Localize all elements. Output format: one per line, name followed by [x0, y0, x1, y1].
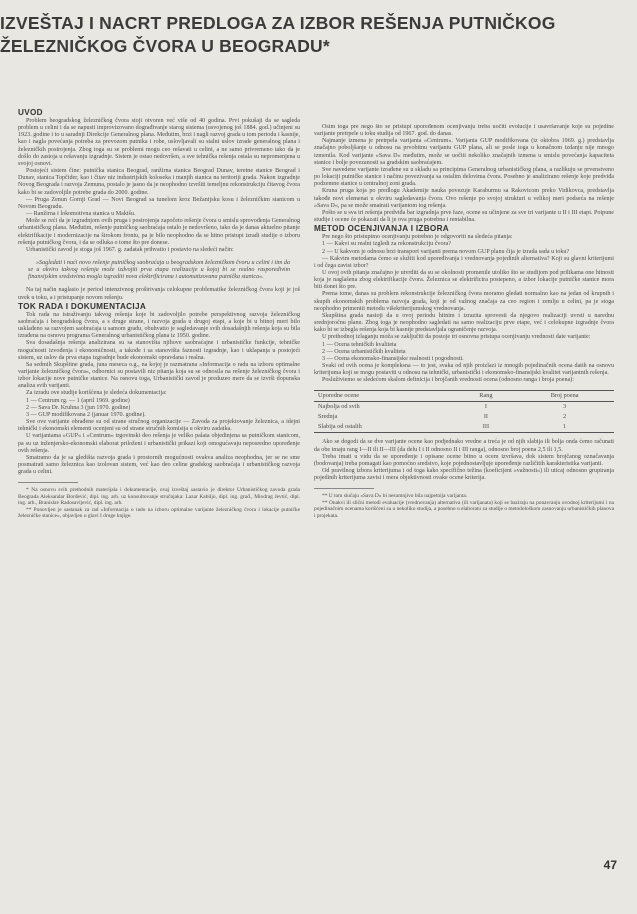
list-item: 2 — Sava Dr. Kruhna 3 (jun 1970. godine): [26, 404, 131, 411]
footnote: ** U tom slučaju »Sava D« bi nesumnjivo bila najpetnija varijanta.: [322, 493, 468, 500]
list-item: 1 — Centrum rg. — 1 (april 1969. godine): [26, 397, 130, 404]
paragraph: Kruna pruga koja po predlogu Akademije nauka povezuje Karaburmu sa Rakovicom preko Vidikovca, predstavlja takođe novi elemenat u okviru sagledavanja čvora. Ovo rešenje po svojoj strukturi u velikoj meri podseća na rešenje »Sava D«, pa se može smatrati varijantom tog rešenja.: [314, 188, 614, 209]
paragraph: Postojeći sistem čine: putnička stanica Beograd, ranžirna stanica Beograd Dunav, teretne stanice Beograd i Dunav, stanica Topčider, kao i čitav niz industrijskih koloseka i manjih stanica na teritoriji grada. Nakon izgradnje Novog Beograda i razvoja Zemuna, postalo je jasno da je neophodno izvršiti temeljnu rekonstrukciju čitavog čvora kako bi se zadovoljile potrebe grada do 2000. godine.: [18, 168, 300, 196]
paragraph: Problem beogradskog železničkog čvora stoji otvoren već više od 40 godina. Prvi pokušaji da se sagleda problem u celini i da se napusti improvizovano dograđivanje starog sistema (usvojenog još 1884. god.) učinjeni su 1923. godine i to u saradnji Direkcije Generalnog plana. Međutim, brzi i nagli razvoj grada u tom periodu i kasnije, kao i nagla povećanja potreba za prevozom putnika i robe, uslovljavali su stalni uslov izrade generalnog plana i železničkih postrojenja. Zbog toga su se problemi mogu ceo rešavati u celini, a ne samo privremeno tako da je došlo do zastoja u rešavanju izgradnje. Sistem je ostao nedovršen, a sve tehnička rešenja ostala su nepromenjena u svojoj osnovi.: [18, 118, 300, 167]
article-title: [0, 12, 560, 58]
paragraph: Ako se dogodi da se dve varijante ocene kao podjednako vredne a treća je od njih slabija ili bolja onda ćemo računati da obe imaju rang I—II ili II—III (da delu I i II odnosno II i III ranga), odnosno broj poena 2,5 ili 1,5.: [314, 439, 614, 453]
table-row: [314, 412, 614, 422]
column-header: Rang: [479, 392, 493, 400]
column-header: Broj poena: [550, 392, 579, 400]
paragraph: Posluživiemo se sledećom skalom definicija i brojčanih vrednosti ocena (odnosno ranga i broja poena):: [322, 377, 574, 384]
article-title-line-1: IZVEŠTAJ I NACRT PREDLOGA ZA IZBOR REŠENJA PUTNIČKOG: [0, 13, 556, 33]
paragraph: U varijantama »GUP« i »Centrum« trgovinski deo rešenja je veliko palata objedinjena sa putničkom stanicom, pa su uz inženjersko-ekonomski elaborat priloženi i urbanistički prikazi koji omogućavaju neposredno upoređenje ovih rešenja.: [18, 433, 300, 454]
list-item: 1 — Ocena tehničkih kvaliteta: [322, 341, 397, 348]
footnote: ** Onakvi ili slični metodi evaluacije (vrednovanja) alternativa (ili varijanata) koji se baziraju na ponavranju uvodnoj kriterijumi i na pojedinačnim ocenama korišćeni su u nekoliko studija, a posebno u elaboratu za studije o metodološkom zasnovanju urbanističkih planova i projekata.: [314, 499, 614, 519]
paragraph: — Kakvim metodama ćemo se služiti kod upoređivanja i vrednovanja pojedinih alternativa? Koji su glavni kriterijumi i od čega zavisi izbor?: [314, 255, 614, 269]
column-header: Uporedne ocene: [318, 392, 360, 400]
paragraph: Sva dosadašnja rešenja analizirana su sa stanovišta njihove saobraćajne i urbanističke funkcije, tehničke mogućnosti izvođenja i ekonomičnosti, a takođe i sa stanovišta faznosti izgradnje, kao i uklapanja u postojeći sistem, uz uslov da prva etapa izgradnje bude ekonomski opravdana i realna.: [18, 340, 300, 361]
table-cell: 2: [563, 413, 567, 421]
paragraph: Smatramo da je sa gledišta razvoja grada i prostornih mogućnosti ovakva analiza neophodna, jer se ne sme posmatrati samo železnica kao izolovan sistem, već kao deo celine gradskog saobraćaja i urbanističkog razvoja grada u celini.: [18, 454, 300, 476]
page-number: 47: [603, 858, 617, 872]
list-item: 3 — Ocena ekonomsko-finansijske realnosti i pogodnosti.: [322, 355, 464, 362]
paragraph: Za izradu ove studije korišćena je sledeća dokumentacija:: [26, 390, 167, 397]
table-cell: 1: [563, 423, 567, 431]
table-cell: Slabija od ostalih: [318, 423, 362, 431]
table-header-row: [314, 391, 614, 402]
paragraph: — Ranžirna i lokomotivna stanica u Makišu.: [26, 211, 136, 218]
paragraph: Tok rada na istraživanju takvog rešenja koje bi zadovoljilo potrebe perspektivnog razvoja železničkog saobraćaja i beogradskog čvora, a s druge strane, i razvoja grada u drugoj etapi, a koje bi u bitnoj meri bilo usklađeno sa razvojem saobraćaja u samom gradu, obuhvatio je sagledavanje svih dosadašnjih rešenja koja su bila izrađena na osnovu programa Generalnog urbanističkog plana iz 1950. godine.: [18, 311, 300, 340]
list-item: 2 — Ocena urbanističkih kvaliteta: [322, 348, 406, 355]
paragraph: Treba imati u vidu da se upoređenje i opisane ocene bitno u ocem izvršava, dok sistem brojčanog označavanja (bodovanja) treba pomagati kao pomoćno sredstvo, koje pojednostavljuje upoređenje različitih karakteristika varijanti.: [314, 453, 614, 467]
paragraph: Sa sedmih Skupštine grada, juna meseca o.g., na kojoj je razmatrana »Informacija o radu na izboru optimalne varijante železničkog čvora«, odbornici su postavili niz pitanja koja su se odnosila na rešenje železničkog čvora i izbor lokacije nove putničke stanice. Na osnovu toga, Urbanistički zavod je preduzeo mere da se izvrši dopunska analiza svih varijanti.: [18, 361, 300, 390]
section-heading-uvod: UVOD: [18, 108, 43, 117]
right-column: [314, 124, 614, 914]
table-cell: II: [483, 413, 489, 421]
section-heading-metod: METOD OCENJIVANJA I IZBORA: [314, 224, 450, 234]
paragraph: Od pravilnog izbora kriterijuma i od toga kako specifično težina (koeficijent »važnosti«) ili uticaj odnosno grupiranja pojedinih kriterijuma zavisi i mera objektivnosti ovake ocene kriterija.: [314, 468, 614, 482]
paragraph: U ovoj ovih pitanja značajno je utvrditi da su se okolnosti promenile utoliko što se studijom pod prilikama one hitnosti koja je naglašena zbog elektrifikacije čvora. Železnica se elektrificira postepeno, a izbor lokacije putničke stanice mora biti donet što pre.: [314, 269, 614, 291]
table-row: [314, 422, 614, 433]
paragraph: Skupština grada nastoji da u ovoj periodu hitnim i izrazita sprovesti da njegovo realizaciji uvrsti u narednu srednjoročnu planu. Zbog toga je neophodno sagledati na samo realizaciju prve etape, već i celokupne izgradnje čvora kako bi se izbegla rešenja koja bi kasnije predstavljala ograničenje razvoja.: [314, 312, 614, 334]
footnote-divider: [314, 488, 374, 489]
footnote: ** Ponovljen je sastanak za rad »Informacija o radu na izboru optimalne varijante železničkog čvora i lokacije putničke železničke stanice«, objavljen u glavi I druge knjige.: [18, 506, 300, 519]
paragraph: Prema tome, danas su problem rekonstrukcije železničkog čvora moramo gledati normalno kao na jedan od krupnih i skupih ekonomskih problema razvoja grada, koji je od važnog značaja za ceo region i zemlju u celini, pa je stoga neophodno primeniti metodu višekriterijumskog vrednovanja.: [314, 291, 614, 312]
paragraph: Može se reći da je izgradnjom ovih pruga i postrojenja započeto rešenje čvora u smislu sprovođenja Generalnog urbanističkog plana. Međutim, rešenje putničkog saobraćaja ostalo je nedovršeno, tako da je danas aktuelno pitanje elektrifikacije i modernizacije na širokom frontu, pa je bilo neophodno da se hitno pristupi izradi studije o izboru rešenja putničkog čvora, i da se odluka o tome što pre donese.: [18, 218, 300, 246]
rank-points-table: [314, 390, 614, 433]
table-cell: I: [484, 403, 487, 411]
table-cell: III: [482, 423, 490, 431]
table-cell: 3: [563, 403, 567, 411]
list-item: 3 — GUP modifikovana 2 (januar 1970. godine).: [26, 411, 146, 418]
paragraph: Sve ove varijante obrađene su od strane stručnog organizacije — Zavoda za projektovanje železnica, a idejni tehnički i ekonomski elementi ocenjeni su od strane stručnih komisija u okviru zadatka.: [18, 419, 300, 433]
paragraph: Urbanistički zavod je stoga još 1967. g. zadatak prihvatio i postavio na sledeći način:: [26, 246, 234, 253]
article-title-line-2: ŽELEZNIČKOG ČVORA U BEOGRADU*: [0, 36, 330, 56]
paragraph: Pre nego što pristupimo ocenjivanju potrebno je odgovoriti na sledeća pitanja:: [322, 234, 513, 241]
left-column: [18, 108, 300, 898]
list-item: 1 — Kakvi su realni izgledi za rekonstrukciju čvora?: [322, 241, 451, 248]
paragraph: U prethodnoj izlaganju moža se zaključiti da postoje tri osnovna pristupa ocenjivanju vrednosti date varijante:: [322, 334, 591, 341]
paragraph: Na taj način naglasio je period intenzivnog proširivanja celokupne problematike železničkog čvora koji je još uvek u toku, a i pristupanje novom rešenju.: [18, 287, 300, 301]
paragraph: Sve navedene varijante izrađene su u skladu sa principima Generalnog urbanističkog plana, a razlikuju se prvenstveno po lokaciji putničke stanice i načinu povezivanja sa ostalim delovima čvora. Posebno je analizirano rešenje koje predviđa podzemne stanice u centralnoj zoni grada.: [314, 166, 614, 188]
block-quote: »Sagledati i naći novo rešenje putničkog saobraćaja u beogradskom železničkom čvoru u celini i tim da se u okviru takvog rešenja može izdvojiti prva etapa realizacije u kojoj bi se realno rasporedivim finansijskim sredstvima mogla izgraditi nova elektrificirana i automatizovana putnička stanica«.: [28, 259, 290, 281]
footnote-divider: [18, 482, 78, 483]
table-row: [314, 402, 614, 413]
paragraph: Osim toga pre nego što se pristupi upoređenom ocenjivanju treba uočiti evolucije i usavršavanje koje su pojedine varijante pretrpele u toku studija od 1967. god. do danas.: [314, 124, 614, 138]
paragraph: Pošto se u sva tri rešenja predviđa bar izgradnja prve faze, ocene su učinjene za sve tri varijante u II i III etapi. Potpune studije i ocene će pokazati da li je ova pruga potrebna i rentabilna.: [314, 209, 614, 224]
table-cell: Najbolja od svih: [318, 403, 360, 411]
paragraph: Najmanje izmena je pretrpela varijanta »Centrum«. Varijanta GUP modifikovana (iz oktobra 1969. g.) predstavlja značajno poboljšanje u odnosu na prvobitnu varijantu GUP plana, ali se posle toga u konačnom izdanju nije mnogo izmenila. Kod varijante »Sava D« međutim, može se uočiti nekoliko značajnih izmena u smislu povećanja kapaciteta stanice i bolje povezanosti sa gradskim saobraćajem.: [314, 138, 614, 166]
table-cell: Srednja: [318, 413, 338, 421]
list-item: 2 — U kakvom je odnosu brzi transport varijanti prema novom GUP planu čija je izrada sada u toku?: [322, 248, 570, 255]
paragraph: Svaki od ovih ocena je kompleksna — to jest, svaka od njih proizlazi iz mnogih pojedinačnih ocena datih na osnovu kriterijuma koji se mogu postaviti u odnosu na tehnički, urbanistički i ekonomsko-finansijski kvalitet varijantnih rešenja.: [314, 363, 614, 377]
paragraph: — Pruga Zenun Gornji Grad — Novi Beograd sa tunelom kroz Bežanijsku kosu i železničkim stanicom u Novom Beogradu.: [18, 196, 300, 210]
footnote: * Na osnovu svih prethodnih materijala i dokumentacije, ovaj izveštaj sastavio je direktor Urbanističkog zavoda grada Beograda Aleksandar Đorđević, dipl. ing. arh. uz konsultovanje stručnjaka: Lazar Kabiljo, dipl. ing. građ., Miodrag Jevtić, dipl. ing. arh., Branislav Radosavljević, dipl. ing. arh.: [18, 487, 300, 507]
section-heading-tok-rada: TOK RADA I DOKUMENTACIJA: [18, 301, 147, 311]
